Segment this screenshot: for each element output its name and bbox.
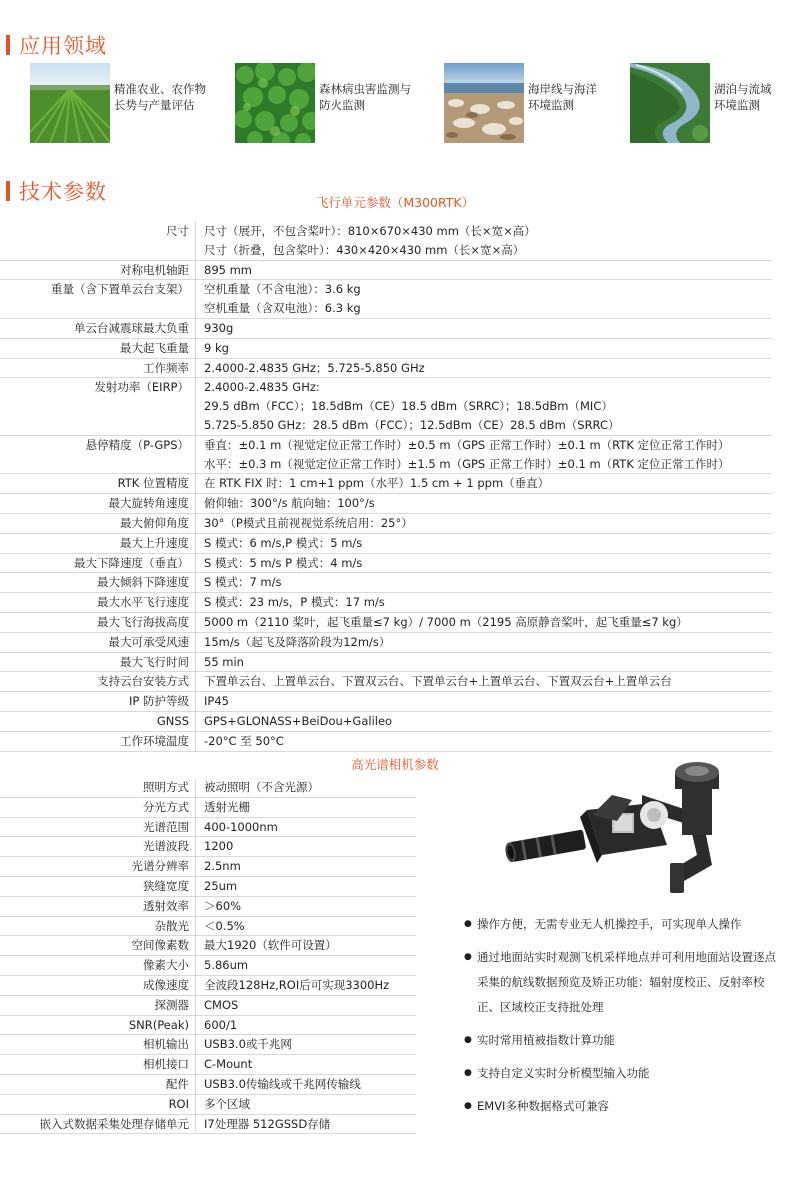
spec-value: [195, 956, 416, 975]
application-label: 森林病虫害监测与 防火监测: [319, 82, 411, 112]
spec-key: 照明方式: [143, 780, 189, 794]
spec-value-line: C-Mount: [204, 1057, 253, 1072]
spec-key: 最大倾斜下降速度: [97, 575, 189, 590]
spec-value-line: 水平：±0.3 m（视觉定位正常工作时）±1.5 m（GPS 正常工作时）±0.1 m（RTK 定位正常工作时）: [204, 456, 730, 471]
spec-value-line: 5.86um: [204, 958, 249, 973]
spec-value-line: -20°C 至 50°C: [204, 733, 284, 748]
spec-row: [0, 261, 772, 281]
spec-key: 最大旋转角速度: [108, 496, 189, 511]
lake-river-image: [630, 63, 710, 143]
spec-value-line: S 模式：5 m/s P 模式：4 m/s: [204, 555, 363, 570]
farm-field-image: [30, 63, 110, 143]
spec-row: [0, 692, 772, 712]
bullet-dot-icon: ●: [464, 1068, 472, 1078]
spec-value: [195, 653, 772, 672]
spec-value: [195, 778, 416, 797]
spec-value-line: 最大1920（软件可设置）: [204, 938, 337, 953]
spec-key: RTK 位置精度: [117, 476, 189, 491]
spec-value-line: 多个区域: [204, 1096, 250, 1111]
spec-value-line: IP45: [204, 694, 229, 709]
spec-value-line: ＜0.5%: [204, 918, 245, 933]
spec-value-line: 600/1: [204, 1017, 238, 1032]
spec-key: 最大上升速度: [120, 535, 189, 550]
spec-value-line: 30°（P模式且前视视觉系统启用：25°）: [204, 515, 413, 530]
spec-row: [0, 573, 772, 593]
spec-row: [0, 936, 416, 956]
spec-value: [195, 798, 416, 817]
spec-key: 杂散光: [154, 918, 189, 933]
spec-row: [0, 359, 772, 379]
spec-row: [0, 917, 416, 937]
spec-value: [195, 917, 416, 936]
spec-value: [195, 1075, 416, 1094]
spec-row: [0, 877, 416, 897]
spec-row: [0, 514, 772, 534]
spec-value: [195, 633, 772, 652]
feature-item: ● 实时常用植被指数计算功能: [464, 1028, 786, 1053]
spec-value: [195, 672, 772, 691]
flight-table-title: 飞行单元参数（M300RTK）: [315, 195, 475, 210]
spec-value: [195, 359, 772, 378]
spec-key: 最大下降速度（垂直）: [74, 555, 189, 570]
spec-row: [0, 712, 772, 732]
spec-value-line: 2.4000-2.4835 GHz；5.725-5.850 GHz: [204, 360, 425, 375]
spec-value-line: 5.725-5.850 GHz：28.5 dBm（FCC）；12.5dBm（CE）28.5 dBm（SRRC）: [204, 417, 620, 432]
spec-value: [195, 474, 772, 493]
spec-row: [0, 976, 416, 996]
spec-value-line: S 模式：6 m/s,P 模式：5 m/s: [204, 535, 363, 550]
coastline-image: [444, 63, 524, 143]
tech-specs-heading: [6, 176, 107, 206]
spec-key: 光谱范围: [143, 819, 189, 834]
spec-value-line: 尺寸（展开，不包含桨叶）：810×670×430 mm（长×宽×高）: [204, 224, 536, 238]
spec-row: [0, 534, 772, 554]
spec-value-line: 1200: [204, 839, 234, 854]
application-item-forest: [235, 63, 411, 143]
spec-value: [195, 534, 772, 553]
spec-value: [195, 996, 416, 1015]
spec-key: GNSS: [156, 713, 189, 728]
flight-spec-table: [0, 222, 772, 752]
spec-row: [0, 1095, 416, 1115]
spec-row: [0, 319, 772, 339]
spec-value: [195, 837, 416, 856]
spec-row: [0, 494, 772, 514]
spec-key: 狭缝宽度: [143, 878, 189, 893]
spec-value: [195, 593, 772, 612]
spec-value-line: 895 mm: [204, 262, 253, 277]
spec-value: [195, 573, 772, 592]
spec-value: [195, 712, 772, 731]
spec-row: [0, 778, 416, 798]
spec-value: [195, 378, 772, 434]
spec-value: [195, 1055, 416, 1074]
spec-value-line: 垂直：±0.1 m（视觉定位正常工作时）±0.5 m（GPS 正常工作时）±0.1 m（RTK 定位正常工作时）: [204, 437, 730, 452]
spec-row: [0, 956, 416, 976]
spec-key: 单云台减震球最大负重: [74, 320, 189, 335]
spec-value-line: 15m/s（起飞及降落阶段为12m/s）: [204, 634, 391, 649]
spec-row: [0, 818, 416, 838]
spec-row: [0, 653, 772, 673]
application-label: 海岸线与海洋 环境监测: [528, 82, 597, 112]
spec-value-line: 5000 m（2110 桨叶，起飞重量≤7 kg）/ 7000 m（2195 高原静音桨叶，起飞重量≤7 kg）: [204, 614, 688, 629]
spec-value: [195, 976, 416, 995]
camera-spec-table: [0, 778, 416, 1134]
spec-value-line: USB3.0传输线或千兆网传输线: [204, 1076, 361, 1091]
spec-key: 最大飞行海拔高度: [97, 614, 189, 629]
spec-value-line: 400-1000nm: [204, 819, 278, 834]
spec-value-line: 2.5nm: [204, 859, 241, 874]
spec-value-line: ＞60%: [204, 898, 242, 913]
application-label: 精准农业、农作物 长势与产量评估: [114, 82, 206, 112]
feature-item: ● 操作方便，无需专业无人机操控手，可实现单人操作: [464, 912, 786, 937]
spec-key: 相机输出: [143, 1037, 189, 1052]
spec-key: 透射效率: [143, 898, 189, 913]
spec-value: [195, 877, 416, 896]
spec-row: [0, 633, 772, 653]
feature-list: [464, 912, 786, 1127]
spec-value-line: 俯仰轴：300°/s 航向轴：100°/s: [204, 496, 375, 511]
spec-value: [195, 732, 772, 751]
camera-table-title: 高光谱相机参数: [351, 757, 439, 772]
spec-key: 重量（含下置单云台支架）: [51, 282, 189, 297]
forest-image: [235, 63, 315, 143]
application-item-agriculture: [30, 63, 206, 143]
spec-value: [195, 222, 772, 260]
spec-key: 对称电机轴距: [120, 262, 189, 277]
spec-key: 最大水平飞行速度: [97, 595, 189, 610]
feature-item: ● EMVI多种数据格式可兼容: [464, 1094, 786, 1119]
spec-key: 光谱波段: [143, 839, 189, 854]
tech-specs-title: 技术参数: [19, 180, 107, 204]
spec-value-line: 透射光栅: [204, 799, 250, 814]
spec-row: [0, 1075, 416, 1095]
spec-key: 悬停精度（P-GPS）: [85, 437, 189, 452]
spec-key: 探测器: [154, 997, 189, 1012]
spec-value-line: 9 kg: [204, 340, 229, 355]
spec-row: [0, 1115, 416, 1135]
spec-value: [195, 1035, 416, 1054]
spec-value-line: 29.5 dBm（FCC）；18.5dBm（CE）18.5 dBm（SRRC）；18.5dBm（MIC）: [204, 399, 613, 414]
spec-row: [0, 613, 772, 633]
feature-item: ● 通过地面站实时观测飞机采样地点并可利用地面站设置逐点采集的航线数据预览及矫正功能：辐射度校正、反射率校正、区域校正支持批处理: [464, 945, 786, 1020]
spec-value: [195, 261, 772, 280]
spec-key: 最大起飞重量: [120, 340, 189, 355]
bullet-dot-icon: ●: [464, 952, 472, 962]
spec-value-line: S 模式：7 m/s: [204, 575, 282, 590]
spec-value: [195, 319, 772, 338]
spec-value: [195, 436, 772, 474]
spec-key: 相机接口: [143, 1057, 189, 1072]
spec-key: 配件: [166, 1076, 189, 1091]
spec-key: 工作环境温度: [120, 733, 189, 748]
spec-row: [0, 554, 772, 574]
spec-row: [0, 378, 772, 435]
spec-key: 最大俯仰角度: [120, 515, 189, 530]
spec-value: [195, 897, 416, 916]
spec-row: [0, 798, 416, 818]
spec-value: [195, 692, 772, 711]
application-label: 湖泊与流域 环境监测: [714, 82, 772, 112]
spec-value-line: 被动照明（不含光源）: [204, 780, 319, 794]
spec-value: [195, 514, 772, 533]
spec-value-line: 下置单云台、上置单云台、下置双云台、下置单云台+上置单云台、下置双云台+上置单云台: [204, 674, 672, 689]
spec-key: 最大飞行时间: [120, 654, 189, 669]
spec-row: [0, 732, 772, 752]
spec-value: [195, 1016, 416, 1035]
spec-value: [195, 339, 772, 358]
spec-value-line: CMOS: [204, 997, 239, 1012]
spec-key: SNR(Peak): [128, 1017, 189, 1032]
spec-key: 分光方式: [143, 799, 189, 814]
spec-value: [195, 613, 772, 632]
spec-row: [0, 672, 772, 692]
spec-key: 尺寸: [166, 224, 189, 238]
spec-value-line: I7处理器 512GSSD存储: [204, 1116, 331, 1131]
spec-value-line: 930g: [204, 320, 234, 335]
spec-value-line: GPS+GLONASS+BeiDou+Galileo: [204, 713, 393, 728]
spec-value: [195, 857, 416, 876]
spec-row: [0, 222, 772, 261]
spec-key: 空间像素数: [131, 938, 189, 953]
spec-value-line: 在 RTK FIX 时：1 cm+1 ppm（水平）1.5 cm + 1 ppm（垂直）: [204, 476, 550, 491]
heading-accent-bar: [6, 35, 10, 55]
feature-item: ● 支持自定义实时分析模型输入功能: [464, 1061, 786, 1086]
spec-value-line: 55 min: [204, 654, 244, 669]
spec-value-line: 25um: [204, 878, 238, 893]
bullet-dot-icon: ●: [464, 1035, 472, 1045]
spec-value: [195, 818, 416, 837]
spec-row: [0, 996, 416, 1016]
spec-value-line: USB3.0或千兆网: [204, 1037, 292, 1052]
spec-row: [0, 857, 416, 877]
spec-value: [195, 280, 772, 318]
applications-title: 应用领域: [19, 34, 107, 58]
spec-key: 像素大小: [143, 958, 189, 973]
spec-key: 发射功率（EIRP）: [94, 380, 189, 395]
bullet-dot-icon: ●: [464, 1101, 472, 1111]
spec-row: [0, 837, 416, 857]
spec-key: 嵌入式数据采集处理存储单元: [39, 1116, 189, 1131]
spec-row: [0, 339, 772, 359]
spec-row: [0, 897, 416, 917]
application-item-lake: [630, 63, 772, 143]
spec-row: [0, 1055, 416, 1075]
spec-row: [0, 436, 772, 475]
spec-value-line: S 模式：23 m/s，P 模式：17 m/s: [204, 595, 385, 610]
application-item-coastline: [444, 63, 597, 143]
spec-value: [195, 554, 772, 573]
spec-value-line: 全波段128Hz,ROI后可实现3300Hz: [204, 977, 390, 992]
spec-value: [195, 1115, 416, 1134]
spec-row: [0, 1035, 416, 1055]
spec-key: 光谱分辨率: [131, 859, 189, 874]
spec-value: [195, 1095, 416, 1114]
spec-key: 支持云台安装方式: [97, 674, 189, 689]
spec-row: [0, 1016, 416, 1036]
bullet-dot-icon: ●: [464, 919, 472, 929]
spec-value-line: 尺寸（折叠，包含桨叶）：430×420×430 mm（长×宽×高）: [204, 242, 525, 257]
spec-key: ROI: [168, 1096, 189, 1111]
spec-row: [0, 593, 772, 613]
hyperspectral-camera-gimbal-image: [492, 755, 742, 905]
heading-accent-bar: [6, 181, 10, 201]
applications-heading: [6, 30, 107, 60]
spec-value-line: 2.4000-2.4835 GHz:: [204, 380, 320, 395]
spec-key: IP 防护等级: [129, 694, 189, 709]
spec-value: [195, 494, 772, 513]
spec-value-line: 空机重量（含双电池）：6.3 kg: [204, 301, 361, 316]
spec-key: 工作频率: [143, 360, 189, 375]
spec-value: [195, 936, 416, 955]
spec-row: [0, 280, 772, 319]
spec-row: [0, 474, 772, 494]
spec-key: 成像速度: [143, 977, 189, 992]
spec-value-line: 空机重量（不含电池）：3.6 kg: [204, 282, 361, 297]
spec-key: 最大可承受风速: [108, 634, 189, 649]
